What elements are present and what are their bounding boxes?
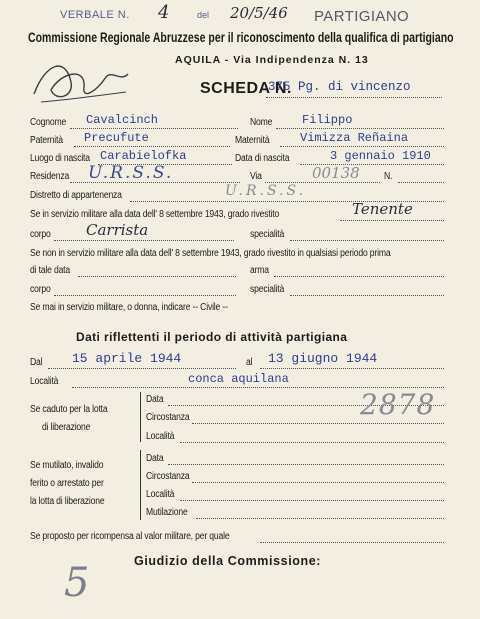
section-title: Dati riflettenti il periodo di attività partigiana xyxy=(76,330,348,344)
data-nascita-label: Data di nascita xyxy=(235,153,290,164)
partigiano-stamp: PARTIGIANO xyxy=(314,8,410,25)
verbale-stamp: VERBALE N. xyxy=(60,9,130,21)
mutilato-mutilazione-label: Mutilazione xyxy=(146,507,188,518)
al-label: al xyxy=(246,357,253,368)
data-nascita-value: 3 gennaio 1910 xyxy=(330,149,431,163)
luogo-nascita-label: Luogo di nascita xyxy=(30,153,90,164)
residenza-value: U.R.S.S. xyxy=(88,163,174,183)
mutilato-label-1: Se mutilato, invalido xyxy=(30,460,104,471)
numero-label: N. xyxy=(384,171,393,182)
del-stamp: del xyxy=(197,10,210,20)
localita-value: conca aquilana xyxy=(188,372,289,386)
al-value: 13 giugno 1944 xyxy=(268,351,378,366)
giudizio-handwritten-value: 5 xyxy=(64,560,90,606)
di-tale-data-label: di tale data xyxy=(30,265,71,276)
mutilato-data-label: Data xyxy=(146,453,164,464)
signature-scribble xyxy=(26,52,136,112)
caduto-data-label: Data xyxy=(146,394,164,405)
non-servizio-label: Se non in servizio militare alla data dell' 8 settembre 1943, grado rivestito in qualsiasi periodo prima xyxy=(30,248,391,259)
luogo-nascita-value: Carabielofka xyxy=(100,149,187,163)
scheda-number: 375 Pg. di vincenzo xyxy=(268,80,411,94)
mutilato-circostanza-label: Circostanza xyxy=(146,471,190,482)
maternita-label: Maternità xyxy=(235,135,270,146)
distretto-value: U.R.S.S. xyxy=(225,183,307,199)
corpo-label: corpo xyxy=(30,229,51,240)
residenza-label: Residenza xyxy=(30,171,70,182)
date-handwritten: 20/5/46 xyxy=(230,4,288,22)
dal-label: Dal xyxy=(30,357,43,368)
cognome-value: Cavalcinch xyxy=(86,113,159,127)
giudizio-label: Giudizio della Commissione: xyxy=(134,554,322,568)
caduto-localita-label: Località xyxy=(146,431,175,442)
cognome-label: Cognome xyxy=(30,117,67,128)
scheda-label: SCHEDA N. xyxy=(200,80,292,97)
maternita-value: Vimizza Reñaina xyxy=(300,131,409,145)
corpo-value: Carrista xyxy=(86,221,149,239)
caduto-circostanza-label: Circostanza xyxy=(146,412,190,423)
caduto-handwritten-number: 2878 xyxy=(360,388,436,421)
mutilato-localita-label: Località xyxy=(146,489,175,500)
localita-label: Località xyxy=(30,376,59,387)
paternita-label: Paternità xyxy=(30,135,63,146)
corpo2-label: corpo xyxy=(30,284,51,295)
caduto-label-2: di liberazione xyxy=(42,422,91,433)
grado-value: Tenente xyxy=(352,200,413,218)
mutilato-label-2: ferito o arrestato per xyxy=(30,478,104,489)
via-value: 00138 xyxy=(312,164,360,182)
specialita-label: specialità xyxy=(250,229,285,240)
arma-label: arma xyxy=(250,265,269,276)
dal-value: 15 aprile 1944 xyxy=(72,351,182,366)
via-label: Via xyxy=(250,171,262,182)
verbale-number-handwritten: 4 xyxy=(158,2,170,23)
commission-title: Commissione Regionale Abruzzese per il riconoscimento della qualifica di partigiano xyxy=(28,30,454,45)
servizio-8sett-label: Se in servizio militare alla data dell' 8 settembre 1943, grado rivestito xyxy=(30,209,280,220)
distretto-label: Distretto di appartenenza xyxy=(30,190,122,201)
mutilato-label-3: la lotta di liberazione xyxy=(30,496,105,507)
caduto-label-1: Se caduto per la lotta xyxy=(30,404,108,415)
paternita-value: Precufute xyxy=(84,131,149,145)
proposta-label: Se proposto per ricompensa al valor militare, per quale xyxy=(30,531,230,542)
specialita2-label: specialità xyxy=(250,284,285,295)
mai-servizio-label: Se mai in servizio militare, o donna, indicare -- Civile -- xyxy=(30,302,228,313)
nome-value: Filippo xyxy=(302,113,353,127)
nome-label: Nome xyxy=(250,117,273,128)
commission-address: AQUILA - Via Indipendenza N. 13 xyxy=(175,54,369,66)
